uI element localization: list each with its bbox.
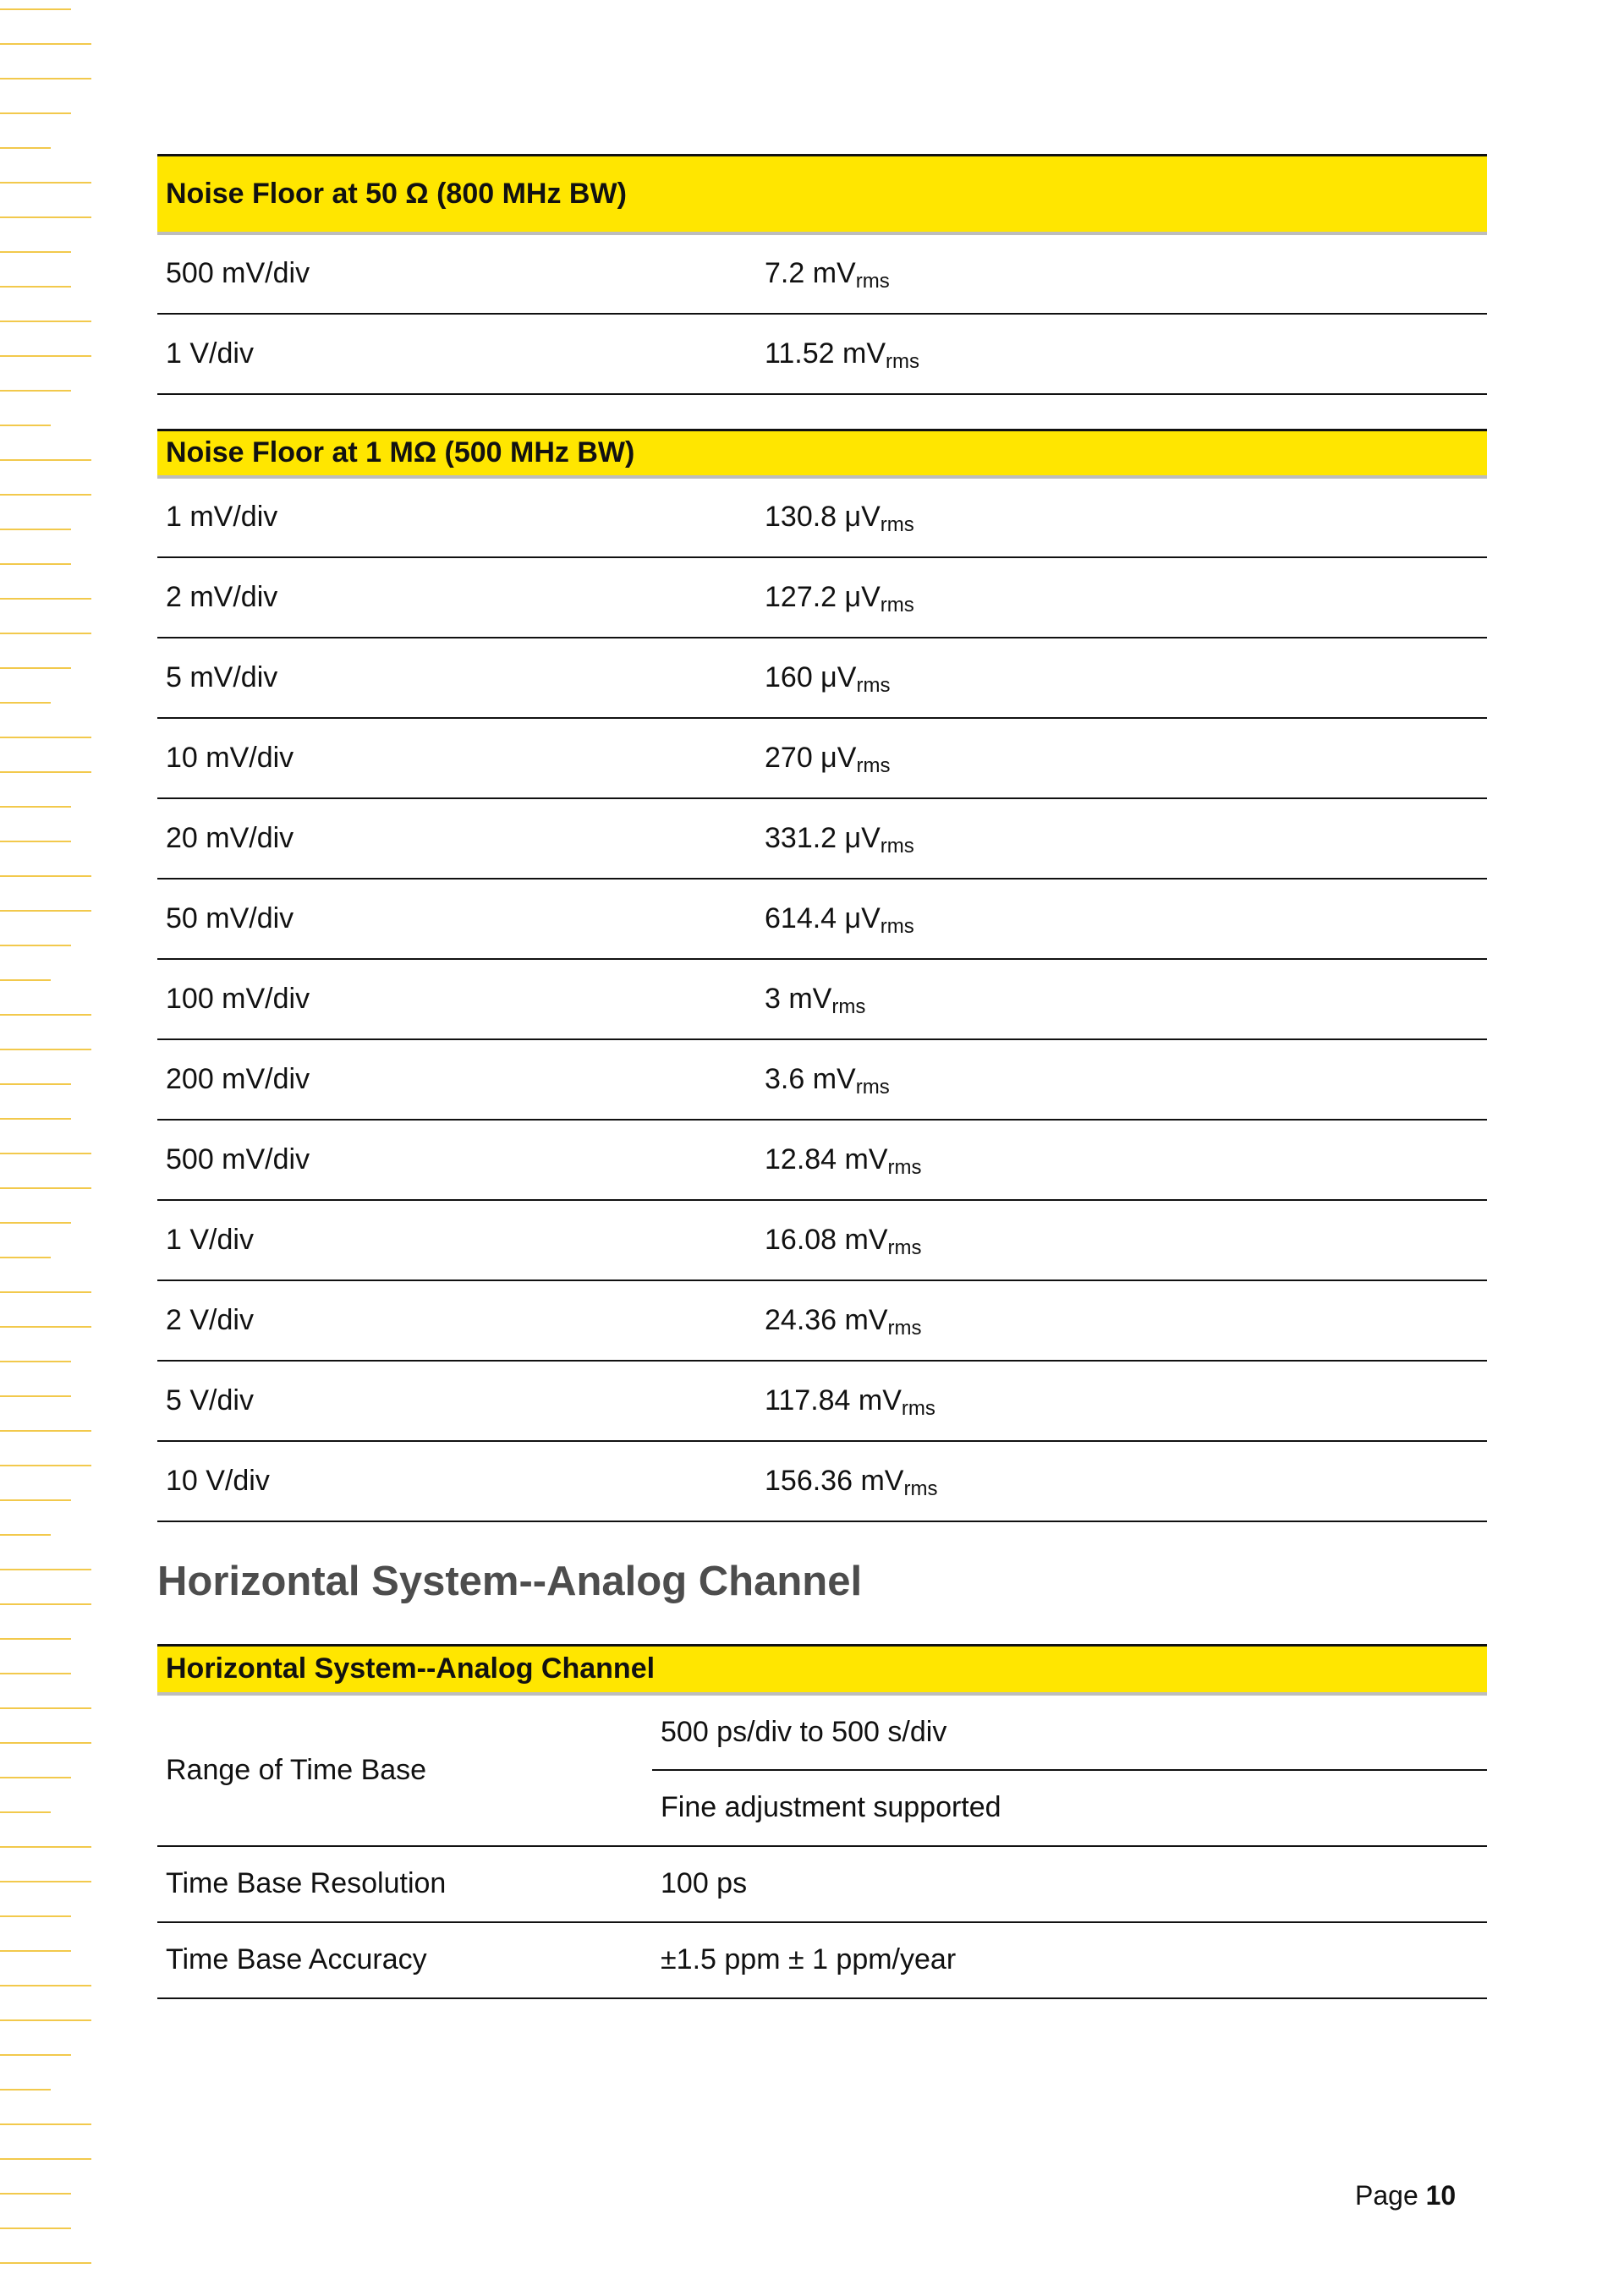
- page-number: Page 10: [1355, 2180, 1457, 2211]
- table-row: [157, 1039, 1487, 1120]
- row-label: 2 V/div: [157, 1280, 756, 1361]
- margin-line: [0, 2228, 71, 2229]
- margin-line: [0, 425, 51, 426]
- row-label: Time Base Resolution: [157, 1846, 652, 1922]
- margin-line: [0, 1361, 71, 1362]
- margin-line: [0, 1014, 91, 1016]
- row-value: Fine adjustment supported: [652, 1770, 1487, 1846]
- margin-line: [0, 2089, 51, 2091]
- margin-line: [0, 355, 91, 357]
- margin-line: [0, 633, 91, 634]
- row-value: 16.08 $mV_{rms}$: [756, 1200, 1487, 1280]
- noise-floor-1mohm-table: [157, 429, 1487, 1522]
- margin-line: [0, 2262, 91, 2264]
- margin-line: [0, 1291, 91, 1293]
- row-label: 10 V/div: [157, 1441, 756, 1521]
- margin-line: [0, 1881, 91, 1882]
- margin-line: [0, 216, 91, 218]
- row-label: 50 mV/div: [157, 879, 756, 959]
- margin-line: [0, 1915, 71, 1917]
- margin-line: [0, 251, 71, 253]
- margin-line: [0, 1465, 91, 1466]
- margin-line: [0, 2054, 71, 2056]
- row-value: 3 $mV_{rms}$: [756, 959, 1487, 1039]
- section-heading: Horizontal System--Analog Channel: [157, 1559, 863, 1604]
- table-row: [157, 1120, 1487, 1200]
- margin-line: [0, 1985, 91, 1986]
- row-value: 500 ps/div to 500 s/div: [652, 1694, 1487, 1770]
- margin-line: [0, 1950, 71, 1952]
- row-label: Range of Time Base: [157, 1694, 652, 1846]
- row-label: 1 mV/div: [157, 477, 756, 557]
- table-row: [157, 1846, 1487, 1922]
- margin-line: [0, 1603, 91, 1605]
- margin-line: [0, 1049, 91, 1050]
- row-value: 24.36 $mV_{rms}$: [756, 1280, 1487, 1361]
- table-row: [157, 557, 1487, 638]
- margin-line: [0, 1153, 91, 1154]
- row-value: 12.84 $mV_{rms}$: [756, 1120, 1487, 1200]
- row-value: 127.2 $\mu V_{rms}$: [756, 557, 1487, 638]
- row-value: ±1.5 ppm ± 1 ppm/year: [652, 1922, 1487, 1998]
- margin-line: [0, 1395, 71, 1397]
- row-label: 200 mV/div: [157, 1039, 756, 1120]
- margin-line: [0, 182, 91, 184]
- margin-line: [0, 875, 91, 877]
- table-header-row: [157, 156, 1487, 233]
- margin-line: [0, 494, 91, 496]
- table-row: [157, 959, 1487, 1039]
- margin-line: [0, 1846, 91, 1848]
- margin-line: [0, 979, 51, 981]
- margin-line: [0, 1083, 71, 1085]
- margin-line: [0, 1222, 71, 1224]
- table-header-row: [157, 430, 1487, 477]
- margin-line: [0, 2123, 91, 2125]
- table-title: Horizontal System--Analog Channel: [157, 1646, 1487, 1694]
- row-label: 20 mV/div: [157, 798, 756, 879]
- margin-line: [0, 43, 91, 45]
- margin-line: [0, 841, 71, 842]
- margin-line: [0, 563, 71, 565]
- margin-line: [0, 1326, 91, 1328]
- margin-line: [0, 1499, 71, 1501]
- margin-line: [0, 1187, 91, 1189]
- row-value: 7.2 $mV_{rms}$: [756, 233, 1487, 314]
- margin-line: [0, 598, 91, 600]
- row-value: 270 $\mu V_{rms}$: [756, 718, 1487, 798]
- table-row: [157, 798, 1487, 879]
- table-row: [157, 1922, 1487, 1998]
- row-label: 2 mV/div: [157, 557, 756, 638]
- row-label: 500 mV/div: [157, 233, 756, 314]
- margin-line: [0, 321, 91, 322]
- table-title: Noise Floor at 1 MΩ (500 MHz BW): [157, 430, 1487, 477]
- margin-line: [0, 1777, 71, 1778]
- margin-line: [0, 286, 71, 288]
- row-value: 331.2 $\mu V_{rms}$: [756, 798, 1487, 879]
- row-value: 130.8 $\mu V_{rms}$: [756, 477, 1487, 557]
- row-label: 5 V/div: [157, 1361, 756, 1441]
- margin-decoration: [0, 0, 102, 2296]
- margin-line: [0, 390, 71, 392]
- margin-line: [0, 1707, 91, 1709]
- row-label: 1 V/div: [157, 314, 756, 394]
- table-title: Noise Floor at 50 Ω (800 MHz BW): [157, 156, 1487, 233]
- margin-line: [0, 2019, 91, 2021]
- row-label: 1 V/div: [157, 1200, 756, 1280]
- margin-line: [0, 1811, 51, 1813]
- row-label: 100 mV/div: [157, 959, 756, 1039]
- margin-line: [0, 2193, 71, 2195]
- margin-line: [0, 112, 71, 114]
- margin-line: [0, 1534, 51, 1536]
- horizontal-system-table: [157, 1644, 1487, 1999]
- margin-line: [0, 459, 91, 461]
- margin-line: [0, 1118, 71, 1120]
- table-row: [157, 477, 1487, 557]
- margin-line: [0, 1430, 91, 1432]
- margin-line: [0, 1569, 91, 1570]
- table-row: [157, 638, 1487, 718]
- margin-line: [0, 1673, 71, 1674]
- noise-floor-50ohm-table: [157, 154, 1487, 395]
- margin-line: [0, 1638, 71, 1640]
- table-row: [157, 314, 1487, 394]
- margin-line: [0, 78, 91, 79]
- row-label: 500 mV/div: [157, 1120, 756, 1200]
- margin-line: [0, 1742, 91, 1744]
- table-row: [157, 879, 1487, 959]
- table-row: [157, 233, 1487, 314]
- margin-line: [0, 529, 71, 530]
- margin-line: [0, 2158, 91, 2160]
- row-label: 10 mV/div: [157, 718, 756, 798]
- row-value: 614.4 $\mu V_{rms}$: [756, 879, 1487, 959]
- row-label: Time Base Accuracy: [157, 1922, 652, 1998]
- table-row: [157, 1280, 1487, 1361]
- table-row: [157, 1361, 1487, 1441]
- table-row: [157, 1200, 1487, 1280]
- margin-line: [0, 771, 91, 773]
- table-row: [157, 1441, 1487, 1521]
- margin-line: [0, 8, 71, 10]
- row-value: 11.52 $mV_{rms}$: [756, 314, 1487, 394]
- margin-line: [0, 806, 71, 808]
- row-value: 156.36 $mV_{rms}$: [756, 1441, 1487, 1521]
- margin-line: [0, 667, 71, 669]
- row-value: 100 ps: [652, 1846, 1487, 1922]
- row-value: 160 $\mu V_{rms}$: [756, 638, 1487, 718]
- margin-line: [0, 147, 51, 149]
- row-value: 3.6 $mV_{rms}$: [756, 1039, 1487, 1120]
- row-label: 5 mV/div: [157, 638, 756, 718]
- margin-line: [0, 737, 91, 738]
- table-header-row: [157, 1646, 1487, 1694]
- table-row: [157, 1694, 1487, 1770]
- table-row: [157, 718, 1487, 798]
- margin-line: [0, 1257, 51, 1258]
- margin-line: [0, 702, 51, 704]
- row-value: 117.84 $mV_{rms}$: [756, 1361, 1487, 1441]
- margin-line: [0, 945, 71, 946]
- margin-line: [0, 910, 91, 912]
